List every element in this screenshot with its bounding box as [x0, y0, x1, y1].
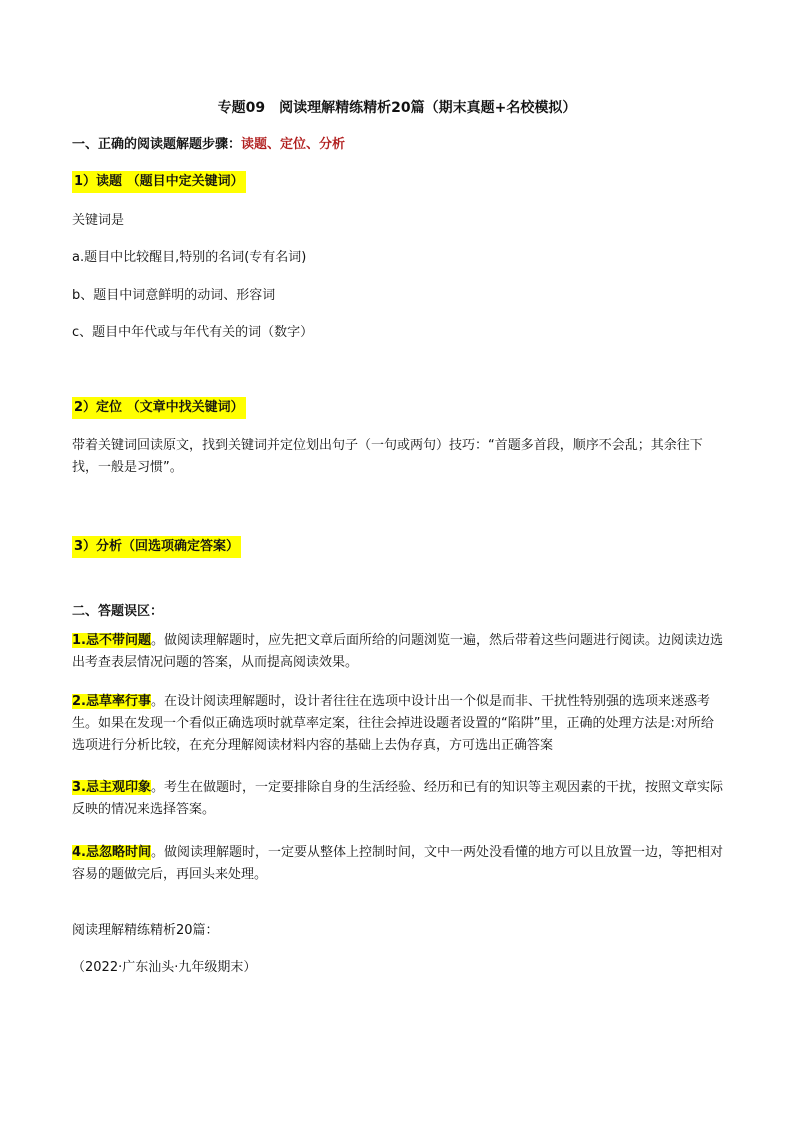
step-3-label-line [72, 536, 722, 558]
mistake-3-text: 。考生在做题时，一定要排除自身的生活经验、经历和已有的知识等主观因素的干扰，按照文章实际反映的情况来选择答案。 [72, 780, 723, 817]
footer-line-1: 阅读理解精练精析20篇： [72, 923, 219, 938]
step-1-intro: 关键词是 [72, 213, 125, 228]
mistake-1-text: 。做阅读理解题时，应先把文章后面所给的问题浏览一遍，然后带着这些问题进行阅读。边阅读边选出考查表层情况问题的答案，从而提高阅读效果。 [72, 633, 723, 670]
mistake-4-label: 4.忌忽略时间 [72, 845, 151, 860]
mistake-1-label: 1.忌不带问题 [72, 633, 151, 648]
section-1-heading-red: 读题、定位、分析 [241, 137, 346, 152]
section-2-heading: 二、答题误区： [72, 604, 164, 619]
mistake-3-label: 3.忌主观印象 [72, 780, 151, 795]
mistake-4 [72, 842, 724, 886]
mistake-2-label: 2.忌草率行事 [72, 694, 151, 709]
step-2-text: 带着关键词回读原文，找到关键词并定位划出句子（一句或两句）技巧：“首题多首段，顺序不会乱；其余往下找，一般是习惯”。 [72, 438, 703, 475]
step-1-item-c: c、题目中年代或与年代有关的词（数字） [72, 325, 314, 340]
step-1-item-a: a.题目中比较醒目,特别的名词(专有名词) [72, 250, 307, 265]
section-1-heading [72, 134, 722, 156]
footer-line-2: （2022·广东汕头·九年级期末） [72, 960, 257, 975]
document-title: 专题09 阅读理解精练精析20篇（期末真题+名校模拟） [217, 100, 577, 116]
step-3-label: 3）分析（回选项确定答案） [72, 536, 241, 558]
mistake-3 [72, 777, 724, 821]
step-1-label-line [72, 171, 722, 193]
section-1-heading-text: 一、正确的阅读题解题步骤： [72, 137, 242, 152]
step-1-item-b: b、题目中词意鲜明的动词、形容词 [72, 288, 276, 303]
step-2-label: 2）定位 （文章中找关键词） [72, 397, 246, 419]
mistake-2-text: 。在设计阅读理解题时，设计者往往在选项中设计出一个似是而非、干扰性特别强的选项来迷惑考生。如果在发现一个看似正确选项时就草率定案，往往会掉进设题者设置的“陷阱”里，正确的处理方法是:对所给选项进行分析比较，在充分理解阅读材料内容的基础上去伪存真，方可选出正确答案 [72, 694, 714, 753]
mistake-4-text: 。做阅读理解题时，一定要从整体上控制时间，文中一两处没看懂的地方可以且放置一边，等把相对容易的题做完后，再回头来处理。 [72, 845, 723, 882]
step-2-label-line [72, 397, 722, 419]
step-1-label: 1）读题 （题目中定关键词） [72, 171, 246, 193]
mistake-2 [72, 691, 724, 757]
mistake-1 [72, 630, 724, 674]
